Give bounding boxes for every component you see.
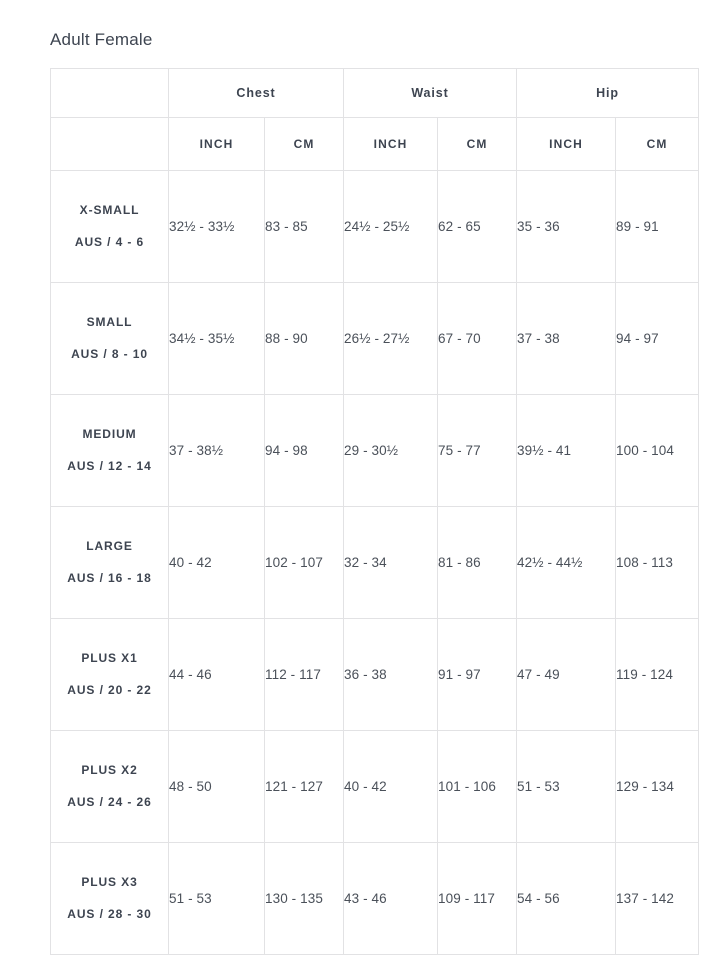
row-label-size: LARGE bbox=[86, 539, 133, 554]
table-row bbox=[51, 507, 699, 619]
row-label-size: MEDIUM bbox=[82, 427, 137, 442]
corner-blank-cell-2 bbox=[51, 118, 169, 171]
cell-hip-cm: 100 - 104 bbox=[616, 395, 699, 507]
cell-waist-inch: 40 - 42 bbox=[344, 731, 438, 843]
row-label-size: PLUS X2 bbox=[81, 763, 138, 778]
cell-hip-inch: 51 - 53 bbox=[517, 731, 616, 843]
unit-header-hip-cm: CM bbox=[616, 118, 699, 171]
table-group-header-row bbox=[51, 69, 699, 118]
cell-chest-cm: 102 - 107 bbox=[265, 507, 344, 619]
cell-hip-inch: 35 - 36 bbox=[517, 171, 616, 283]
cell-chest-inch: 34½ - 35½ bbox=[169, 283, 265, 395]
unit-header-waist-cm: CM bbox=[438, 118, 517, 171]
cell-chest-cm: 112 - 117 bbox=[265, 619, 344, 731]
cell-hip-inch: 42½ - 44½ bbox=[517, 507, 616, 619]
cell-hip-cm: 89 - 91 bbox=[616, 171, 699, 283]
row-label-size: PLUS X3 bbox=[81, 875, 138, 890]
unit-header-waist-inch: INCH bbox=[344, 118, 438, 171]
row-label-size: PLUS X1 bbox=[81, 651, 138, 666]
row-label-plus-x2 bbox=[51, 731, 169, 843]
cell-waist-inch: 43 - 46 bbox=[344, 843, 438, 955]
cell-waist-cm: 67 - 70 bbox=[438, 283, 517, 395]
table-row bbox=[51, 619, 699, 731]
table-row bbox=[51, 843, 699, 955]
cell-waist-cm: 62 - 65 bbox=[438, 171, 517, 283]
row-label-aus: AUS / 8 - 10 bbox=[71, 346, 148, 361]
cell-waist-cm: 81 - 86 bbox=[438, 507, 517, 619]
unit-header-chest-inch: INCH bbox=[169, 118, 265, 171]
cell-waist-inch: 24½ - 25½ bbox=[344, 171, 438, 283]
row-label-aus: AUS / 16 - 18 bbox=[67, 570, 152, 585]
row-label-aus: AUS / 4 - 6 bbox=[74, 234, 145, 249]
cell-waist-inch: 36 - 38 bbox=[344, 619, 438, 731]
row-label-aus: AUS / 20 - 22 bbox=[67, 682, 152, 697]
cell-hip-cm: 129 - 134 bbox=[616, 731, 699, 843]
cell-waist-cm: 109 - 117 bbox=[438, 843, 517, 955]
cell-chest-inch: 40 - 42 bbox=[169, 507, 265, 619]
corner-blank-cell bbox=[51, 69, 169, 118]
cell-hip-inch: 47 - 49 bbox=[517, 619, 616, 731]
row-label-small bbox=[51, 283, 169, 395]
table-row bbox=[51, 731, 699, 843]
cell-hip-cm: 94 - 97 bbox=[616, 283, 699, 395]
row-label-x-small bbox=[51, 171, 169, 283]
row-label-size: SMALL bbox=[86, 315, 133, 330]
cell-hip-cm: 137 - 142 bbox=[616, 843, 699, 955]
table-row bbox=[51, 395, 699, 507]
cell-hip-cm: 119 - 124 bbox=[616, 619, 699, 731]
table-head bbox=[51, 69, 699, 171]
page-title: Adult Female bbox=[50, 30, 153, 49]
cell-chest-inch: 37 - 38½ bbox=[169, 395, 265, 507]
row-label-aus: AUS / 24 - 26 bbox=[67, 794, 152, 809]
cell-chest-inch: 44 - 46 bbox=[169, 619, 265, 731]
cell-chest-cm: 121 - 127 bbox=[265, 731, 344, 843]
cell-waist-inch: 26½ - 27½ bbox=[344, 283, 438, 395]
cell-chest-cm: 94 - 98 bbox=[265, 395, 344, 507]
row-label-aus: AUS / 28 - 30 bbox=[67, 906, 152, 921]
row-label-plus-x3 bbox=[51, 843, 169, 955]
cell-waist-cm: 75 - 77 bbox=[438, 395, 517, 507]
group-header-waist: Waist bbox=[344, 69, 517, 118]
group-header-hip: Hip bbox=[517, 69, 699, 118]
unit-header-chest-cm: CM bbox=[265, 118, 344, 171]
table-body bbox=[51, 171, 699, 955]
cell-chest-inch: 48 - 50 bbox=[169, 731, 265, 843]
cell-hip-inch: 54 - 56 bbox=[517, 843, 616, 955]
unit-header-hip-inch: INCH bbox=[517, 118, 616, 171]
cell-waist-inch: 29 - 30½ bbox=[344, 395, 438, 507]
table-row bbox=[51, 283, 699, 395]
cell-waist-cm: 91 - 97 bbox=[438, 619, 517, 731]
cell-waist-cm: 101 - 106 bbox=[438, 731, 517, 843]
cell-chest-cm: 88 - 90 bbox=[265, 283, 344, 395]
cell-hip-cm: 108 - 113 bbox=[616, 507, 699, 619]
cell-waist-inch: 32 - 34 bbox=[344, 507, 438, 619]
cell-chest-cm: 83 - 85 bbox=[265, 171, 344, 283]
table-unit-header-row bbox=[51, 118, 699, 171]
table-row bbox=[51, 171, 699, 283]
row-label-size: X-SMALL bbox=[79, 203, 140, 218]
cell-chest-cm: 130 - 135 bbox=[265, 843, 344, 955]
row-label-large bbox=[51, 507, 169, 619]
cell-hip-inch: 37 - 38 bbox=[517, 283, 616, 395]
row-label-aus: AUS / 12 - 14 bbox=[67, 458, 152, 473]
group-header-chest: Chest bbox=[169, 69, 344, 118]
cell-chest-inch: 51 - 53 bbox=[169, 843, 265, 955]
row-label-medium bbox=[51, 395, 169, 507]
size-chart-table bbox=[50, 68, 699, 955]
row-label-plus-x1 bbox=[51, 619, 169, 731]
cell-chest-inch: 32½ - 33½ bbox=[169, 171, 265, 283]
cell-hip-inch: 39½ - 41 bbox=[517, 395, 616, 507]
